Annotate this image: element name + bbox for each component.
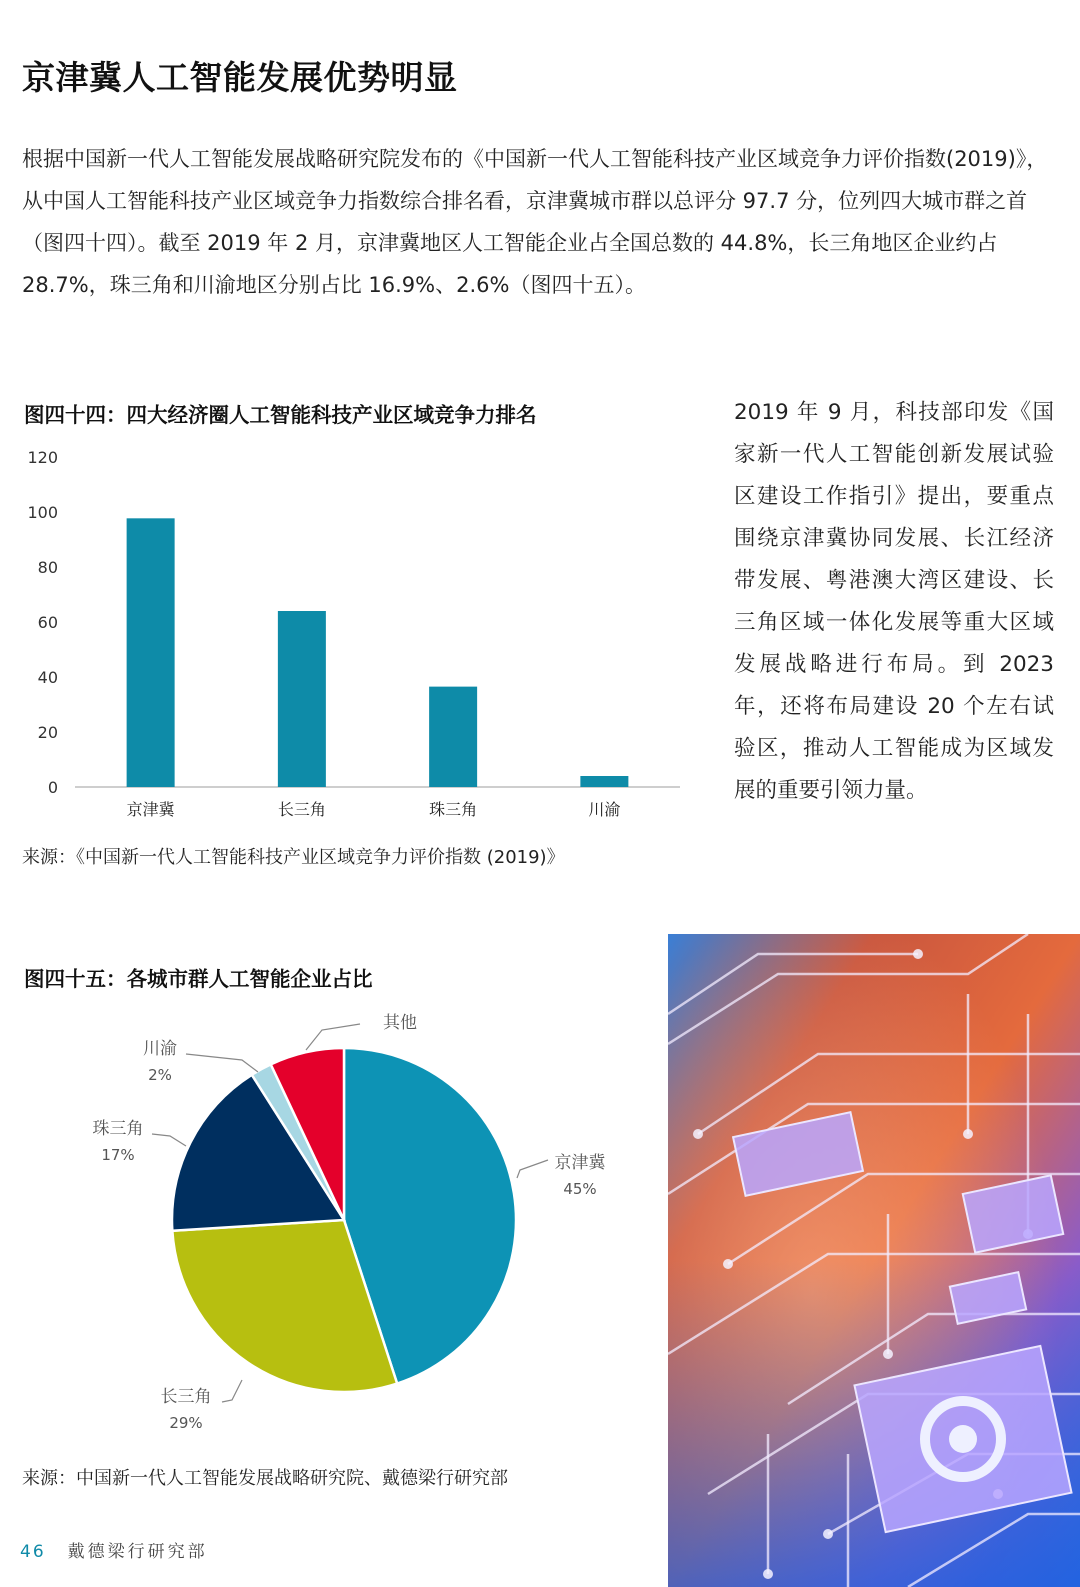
bar — [127, 518, 175, 787]
pie-chart — [0, 1000, 660, 1450]
figure-45-title: 图四十五：各城市群人工智能企业占比 — [24, 967, 373, 991]
slice-value-label: 2% — [148, 1066, 172, 1084]
x-tick-label: 京津冀 — [126, 800, 175, 819]
footer-org: 戴德梁行研究部 — [67, 1542, 208, 1562]
bar-chart — [0, 440, 700, 830]
leader-line — [186, 1054, 258, 1072]
bar — [278, 611, 326, 787]
slice-value-label: 29% — [169, 1414, 203, 1432]
page-title: 京津冀人工智能发展优势明显 — [22, 58, 458, 97]
y-tick-label: 100 — [27, 503, 58, 522]
intro-paragraph: 根据中国新一代人工智能发展战略研究院发布的《中国新一代人工智能科技产业区域竞争力评价指数(2019)》，从中国人工智能科技产业区域竞争力指数综合排名看，京津冀城市群以总评分 97.7 分，位列四大城市群之首（图四十四）。截至 2019 年 2 月，京津冀地区人工智能企业占全国总数的 44.8%，长三角地区企业约占 28.7%，珠三角和川渝地区分别占比 16.9%、2.6%（图四十五）。 — [22, 147, 1048, 297]
figure-45-source: 来源：中国新一代人工智能发展战略研究院、戴德梁行研究部 — [22, 1468, 508, 1489]
leader-line — [152, 1134, 186, 1146]
slice-label: 其他 — [383, 1013, 417, 1033]
bar — [580, 776, 628, 787]
slice-label: 川渝 — [143, 1039, 177, 1059]
y-tick-label: 40 — [37, 668, 58, 687]
y-tick-label: 20 — [37, 723, 58, 742]
leader-line — [517, 1160, 548, 1178]
slice-value-label: 45% — [563, 1180, 597, 1198]
y-tick-label: 120 — [27, 448, 58, 467]
circuit-board-image — [668, 934, 1080, 1587]
side-paragraph: 2019 年 9 月，科技部印发《国家新一代人工智能创新发展试验区建设工作指引》提出，要重点围绕京津冀协同发展、长江经济带发展、粤港澳大湾区建设、长三角区域一体化发展等重大区域发展战略进行布局。到 2023 年，还将布局建设 20 个左右试验区，推动人工智能成为区域发展的重要引领力量。 — [734, 400, 1054, 803]
x-tick-label: 长三角 — [277, 800, 326, 819]
y-tick-label: 60 — [37, 613, 58, 632]
slice-label: 长三角 — [160, 1387, 212, 1407]
bar — [429, 687, 477, 787]
slice-label: 京津冀 — [554, 1153, 606, 1173]
x-tick-label: 川渝 — [588, 800, 621, 819]
slice-label: 珠三角 — [92, 1119, 144, 1139]
figure-44-title: 图四十四：四大经济圈人工智能科技产业区域竞争力排名 — [24, 403, 537, 427]
figure-44-source: 来源：《中国新一代人工智能科技产业区域竞争力评价指数 (2019)》 — [22, 847, 565, 868]
page-number: 46 — [20, 1542, 46, 1562]
footer — [20, 1537, 208, 1562]
x-tick-label: 珠三角 — [429, 800, 478, 819]
y-tick-label: 0 — [47, 778, 58, 797]
slice-value-label: 17% — [101, 1146, 135, 1164]
leader-line — [222, 1380, 242, 1402]
leader-line — [306, 1024, 360, 1050]
y-tick-label: 80 — [37, 558, 58, 577]
